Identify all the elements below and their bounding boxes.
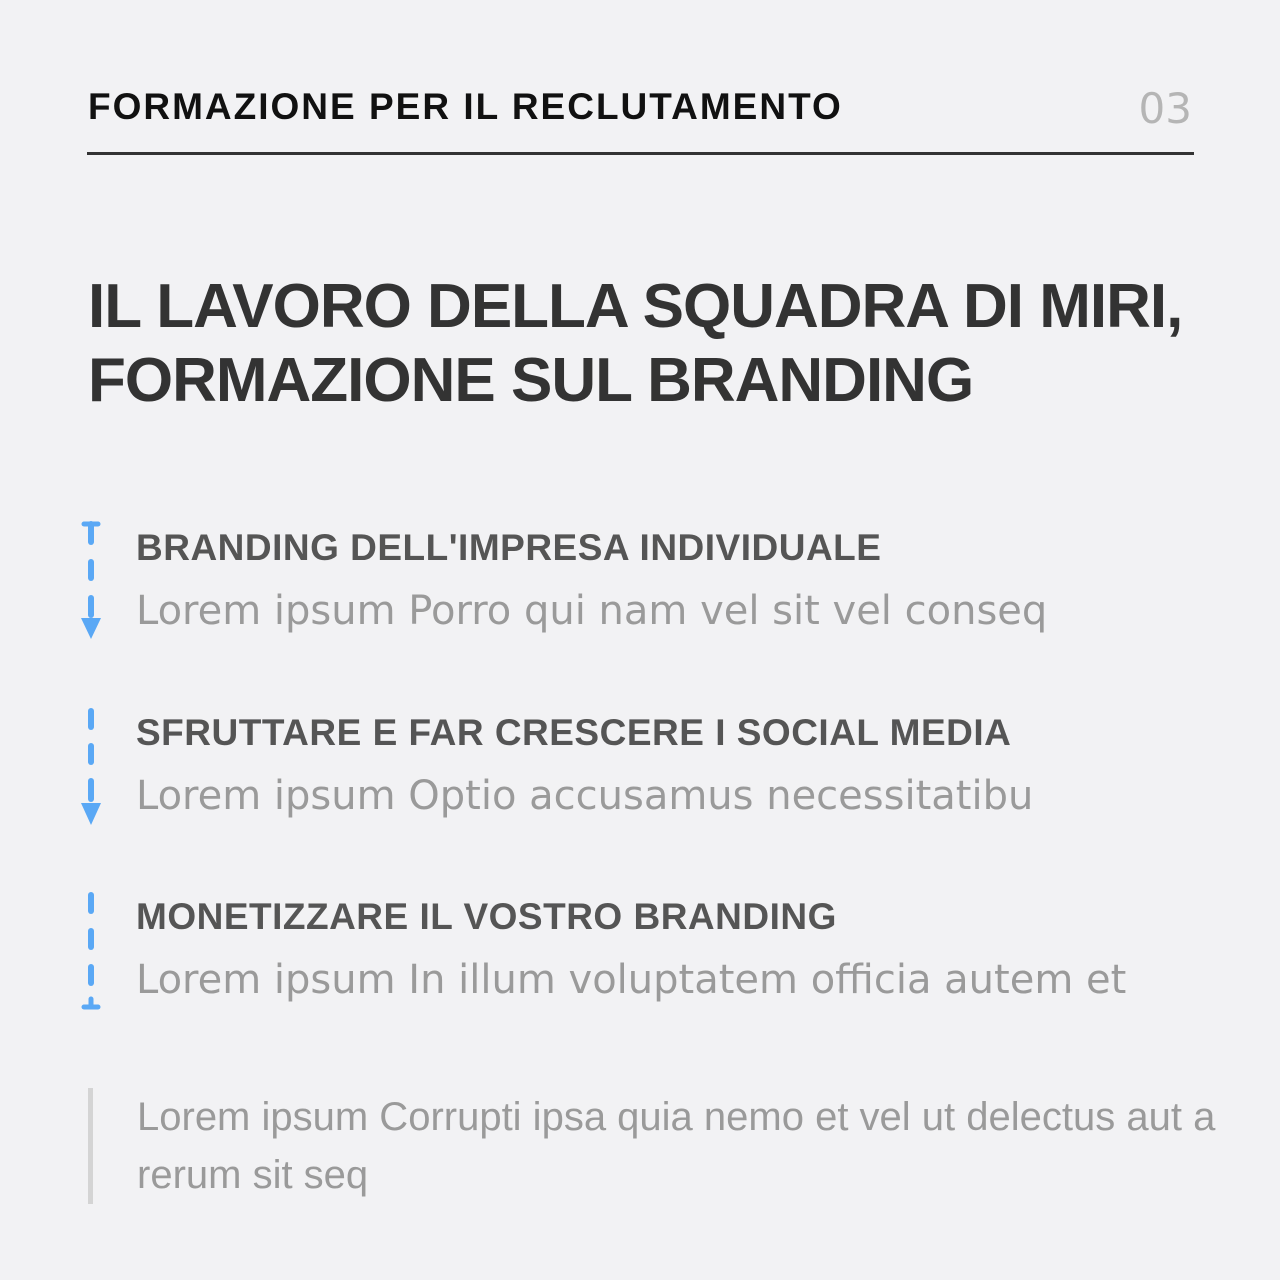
page-title (88, 270, 1182, 418)
quote-block: Lorem ipsum Corrupti ipsa quia nemo et vel ut delectus aut a rerum sit seq (88, 1088, 1237, 1204)
list-item (136, 895, 1126, 1005)
page-number: 03 (1138, 84, 1192, 133)
header-divider (87, 152, 1194, 155)
header-title: FORMAZIONE PER IL RECLUTAMENTO (88, 86, 843, 127)
list-item (136, 526, 1047, 636)
item-heading: SFRUTTARE E FAR CRESCERE I SOCIAL MEDIA (136, 712, 1012, 753)
item-heading: BRANDING DELL'IMPRESA INDIVIDUALE (136, 527, 882, 568)
item-text: Lorem ipsum In illum voluptatem officia autem et (136, 957, 1127, 1003)
item-heading: MONETIZZARE IL VOSTRO BRANDING (136, 896, 837, 937)
title-line-1: IL LAVORO DELLA SQUADRA DI MIRI, (88, 272, 1183, 341)
item-text: Lorem ipsum Porro qui nam vel sit vel conseq (136, 588, 1048, 634)
dashed-timeline-arrow-icon (78, 515, 104, 1015)
title-line-2: FORMAZIONE SUL BRANDING (88, 346, 974, 415)
item-text: Lorem ipsum Optio accusamus necessitatibu (136, 773, 1034, 819)
list-item (136, 711, 1033, 821)
